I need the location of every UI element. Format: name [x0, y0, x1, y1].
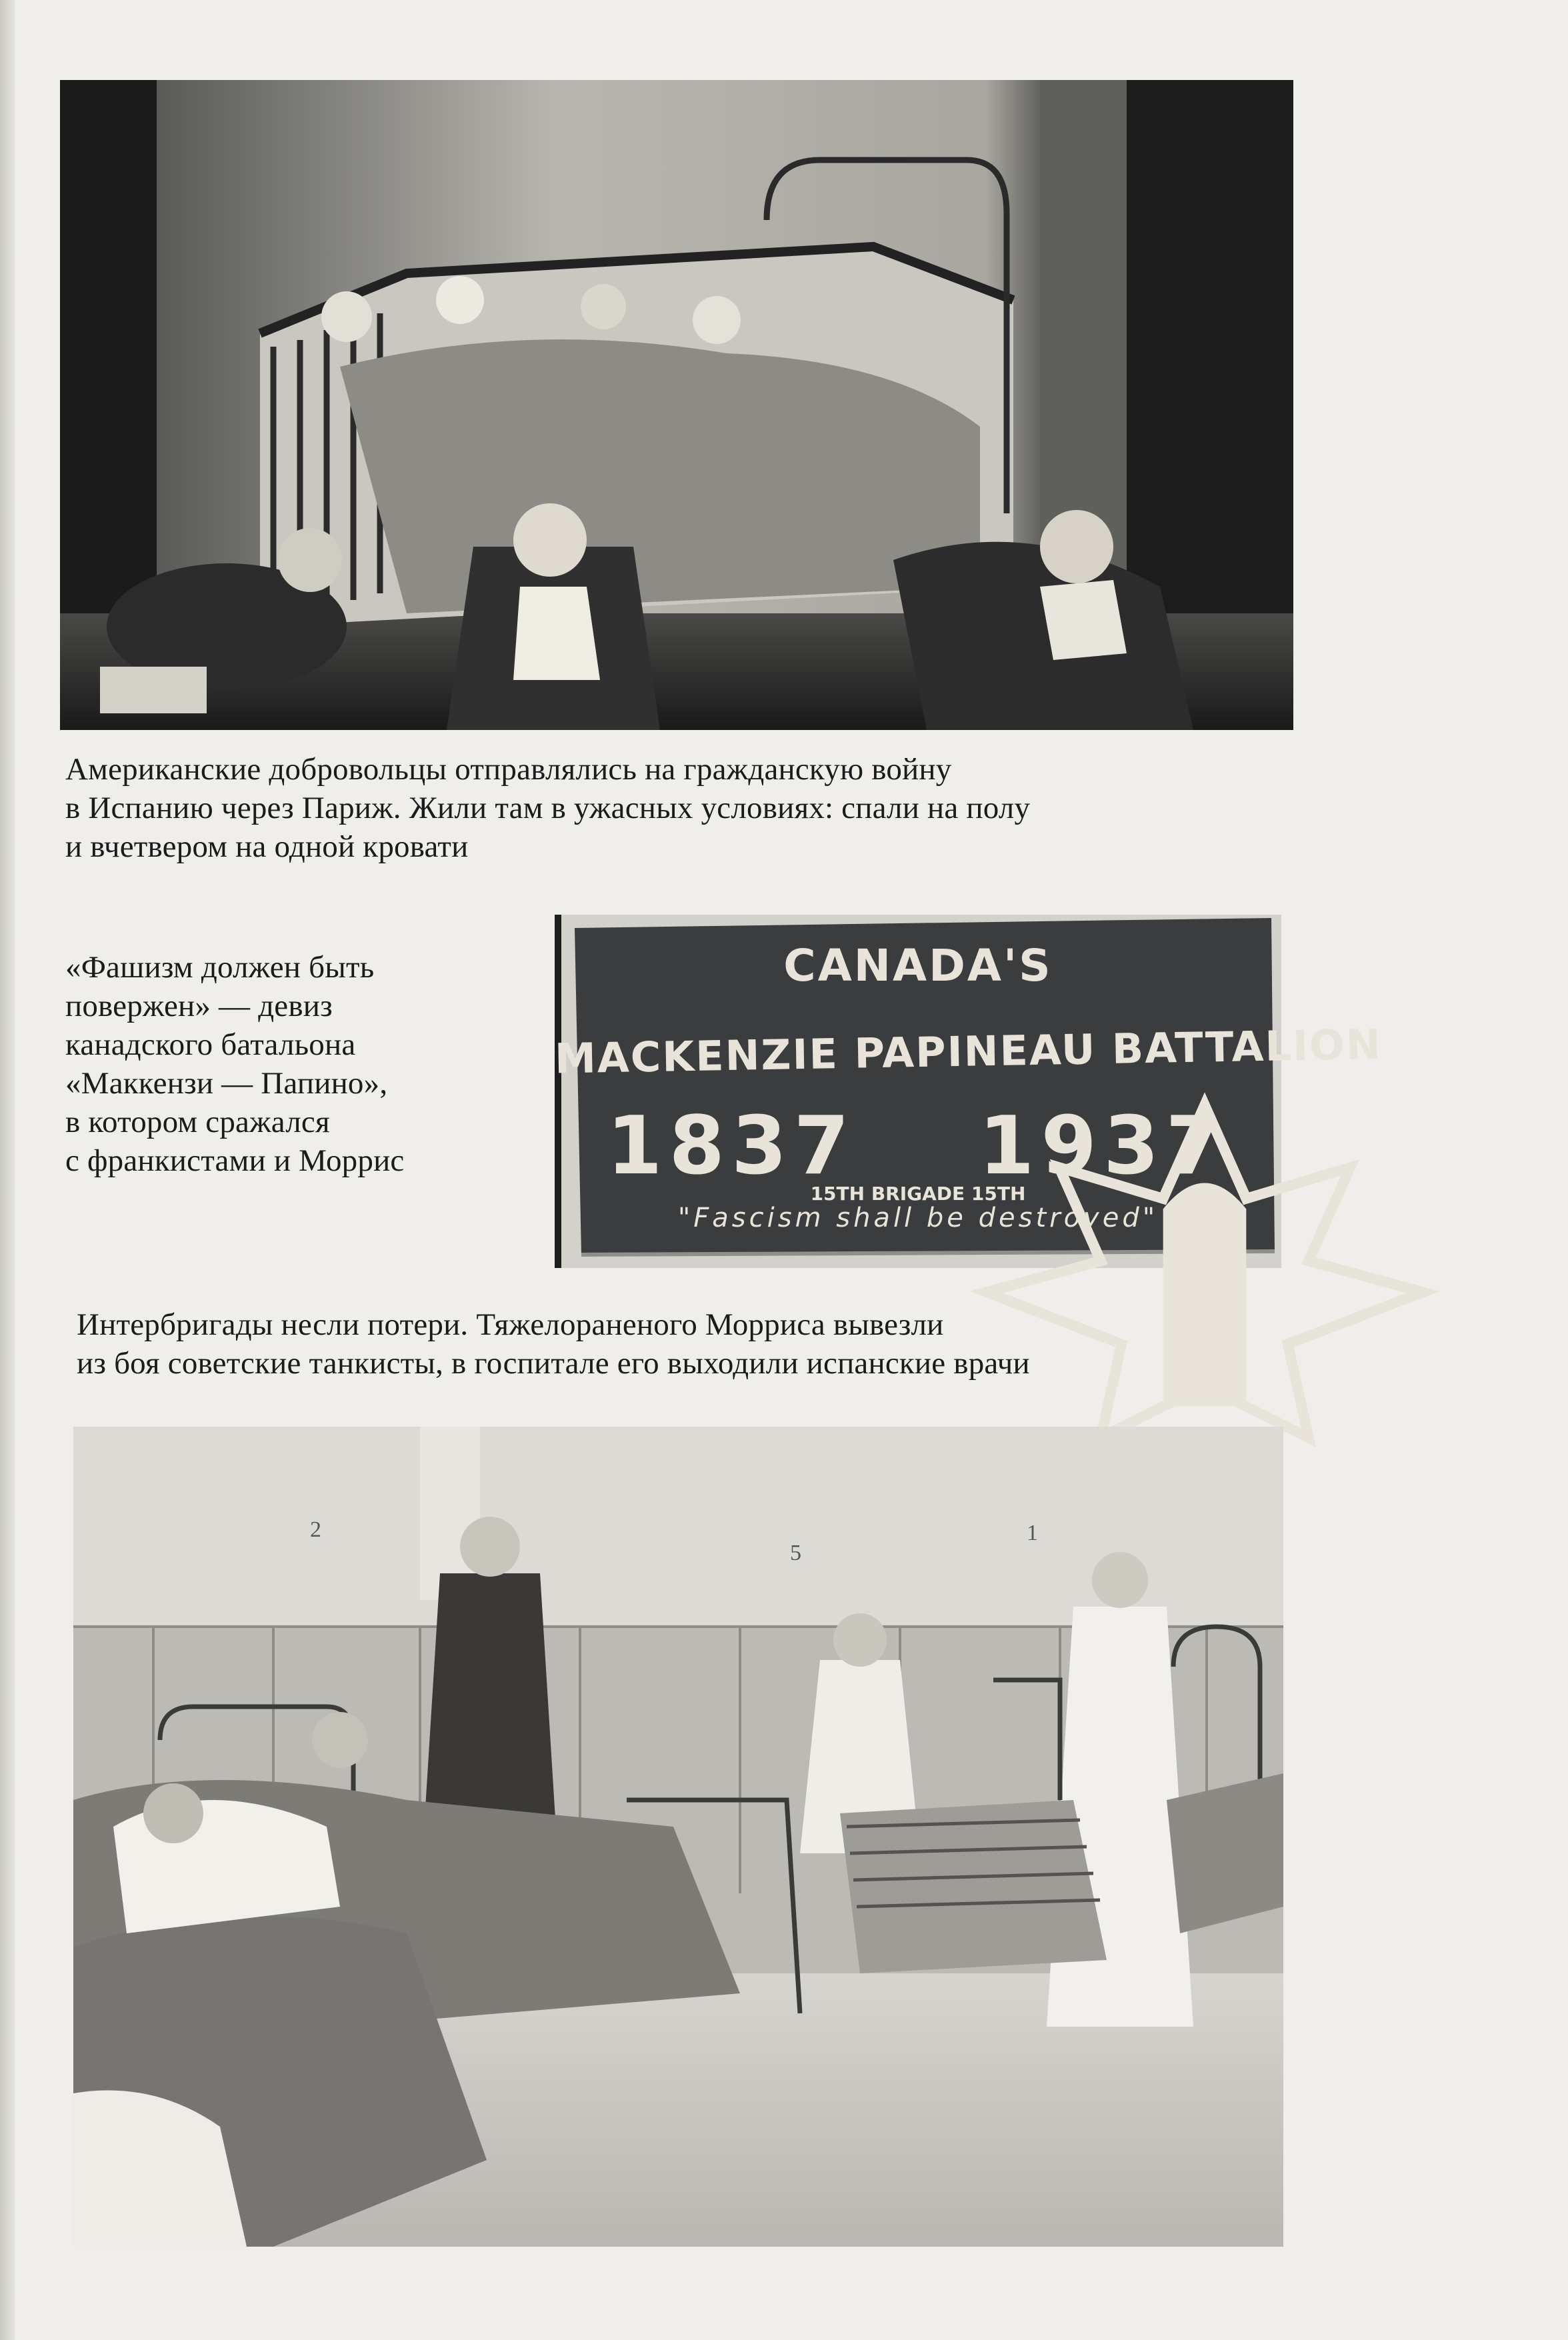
bed-number-5: 5	[790, 1541, 801, 1565]
banner-canadas: CANADA'S	[783, 940, 1053, 991]
banner-year-left: 1837	[607, 1100, 856, 1193]
caption-line: повержен» — девиз	[65, 989, 333, 1023]
bed-number-2: 2	[310, 1517, 321, 1542]
banner-brigade: 15TH BRIGADE 15TH	[810, 1183, 1026, 1205]
bed-number-1: 1	[1027, 1521, 1038, 1545]
photo-battalion-banner	[554, 915, 1383, 1268]
caption-line: канадского батальона	[65, 1027, 356, 1062]
page-edge	[0, 0, 15, 2340]
caption-line: Интербригады несли потери. Тяжелораненого Морриса вывезли	[77, 1307, 944, 1342]
caption-battalion-banner	[65, 948, 519, 1180]
caption-line: в Испанию через Париж. Жили там в ужасных условиях: спали на полу	[65, 791, 1031, 825]
caption-line: «Фашизм должен быть	[65, 950, 375, 985]
banner-year-right: 1937	[979, 1100, 1228, 1193]
photo-volunteers-paris	[60, 80, 1293, 730]
caption-line: «Маккензи — Папино»,	[65, 1066, 388, 1101]
banner-battalion-name: MACKENZIE PAPINEAU BATTALION	[554, 1019, 1383, 1083]
caption-line: из боя советские танкисты, в госпитале его выходили испанские врачи	[77, 1346, 1030, 1381]
caption-line: с франкистами и Моррис	[65, 1143, 405, 1178]
caption-line: и вчетвером на одной кровати	[65, 829, 469, 864]
caption-volunteers-paris	[65, 750, 1299, 866]
banner-motto: "Fascism shall be destroyed"	[677, 1203, 1159, 1233]
caption-line: в котором сражался	[65, 1105, 330, 1139]
photo-hospital-ward	[73, 1427, 1283, 2247]
caption-line: Американские добровольцы отправлялись на гражданскую войну	[65, 752, 952, 787]
caption-hospital	[77, 1305, 1310, 1383]
